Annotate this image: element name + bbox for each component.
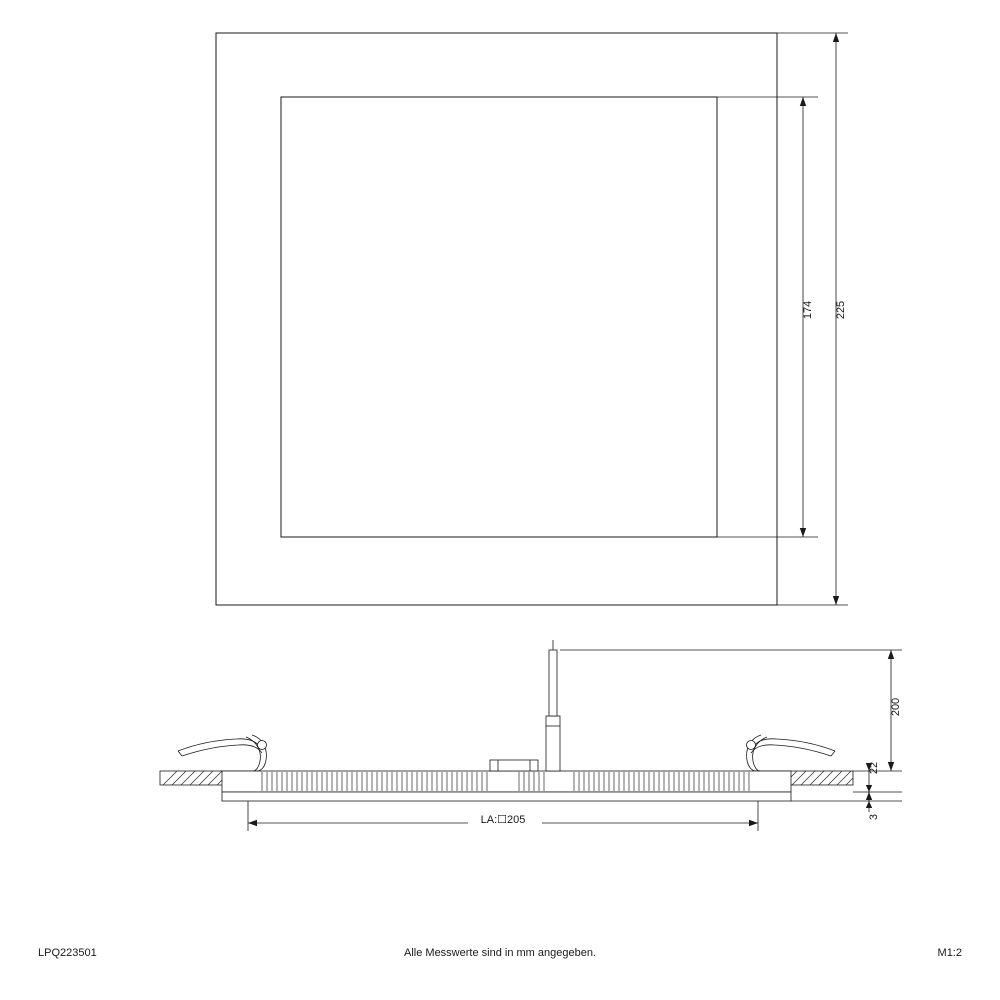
luminaire-body-section — [222, 771, 791, 792]
arrow-200-top — [888, 650, 894, 659]
junction-box — [490, 760, 538, 771]
arrow-174-top — [800, 97, 806, 106]
dimension-label-3: 3 — [868, 813, 880, 821]
arrow-225-bottom — [833, 596, 839, 605]
cable-stem — [546, 640, 560, 771]
arrow-3-bottom — [866, 801, 872, 808]
spring-clip-right — [747, 735, 836, 771]
footer-article-code: LPQ223501 — [38, 947, 97, 959]
arrow-la-right — [749, 820, 758, 826]
arrow-200-bottom — [888, 762, 894, 771]
arrow-225-top — [833, 33, 839, 42]
dimension-label-cutout: LA:☐205 — [480, 814, 526, 826]
dimension-label-22: 22 — [868, 761, 880, 775]
arrow-174-bottom — [800, 528, 806, 537]
arrow-la-left — [248, 820, 257, 826]
arrow-3-top — [866, 785, 872, 792]
dimension-label-225: 225 — [835, 300, 847, 320]
dimension-label-174: 174 — [802, 300, 814, 320]
spring-clip-left — [178, 735, 267, 771]
dimension-label-200: 200 — [890, 697, 902, 717]
footer-measurement-note: Alle Messwerte sind in mm angegeben. — [404, 947, 596, 959]
top-view-inner-square — [281, 97, 717, 537]
trim-plate-section — [222, 792, 791, 801]
footer-scale: M1:2 — [937, 947, 962, 959]
